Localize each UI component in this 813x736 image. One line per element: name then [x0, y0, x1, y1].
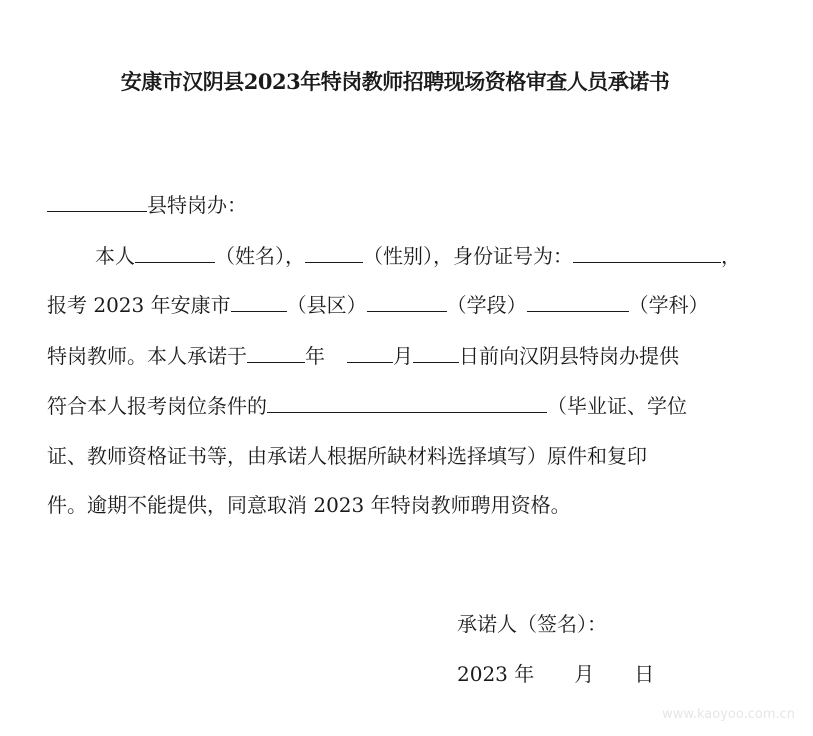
text-segment: （学段）: [446, 293, 527, 317]
text-segment: 年: [305, 344, 325, 368]
text-segment: 特岗教师。本人承诺于: [47, 344, 247, 368]
date-year: 2023 年: [457, 662, 535, 686]
document-title: 安康市汉阴县2023年特岗教师招聘现场资格审查人员承诺书: [120, 69, 670, 94]
text-segment: 月: [393, 344, 413, 368]
date-month: 月: [574, 662, 595, 686]
signature-date: [457, 658, 654, 687]
day-blank: [413, 342, 459, 363]
gender-blank: [305, 242, 363, 263]
text-segment: ，: [721, 244, 741, 268]
text-segment: （毕业证、学位: [547, 394, 687, 418]
subject-blank: [527, 291, 629, 312]
salutation-suffix: 县特岗办：: [147, 193, 247, 217]
paragraph-line-4: [47, 392, 687, 420]
id-number-blank: [573, 242, 721, 263]
paragraph-line-3: [47, 342, 679, 370]
text-segment: 本人: [95, 244, 135, 268]
paragraph-line-1: [95, 242, 741, 270]
watermark: www.kaoyoo.com.cn: [662, 707, 795, 722]
text-segment: （县区）: [286, 293, 367, 317]
text-segment: 符合本人报考岗位条件的: [47, 394, 267, 418]
text-segment: 报考 2023 年安康市: [47, 293, 231, 317]
paragraph-line-5: 证、教师资格证书等，由承诺人根据所缺材料选择填写）原件和复印: [47, 444, 647, 468]
signer-label: 承诺人（签名）：: [457, 612, 607, 636]
county-blank: [47, 191, 147, 212]
date-day: 日: [634, 662, 655, 686]
year-blank: [247, 342, 305, 363]
district-blank: [231, 291, 287, 312]
paragraph-line-2: [47, 291, 709, 319]
text-segment: （学科）: [628, 293, 709, 317]
salutation-line: [47, 191, 247, 219]
materials-blank: [267, 392, 547, 413]
paragraph-line-6: 件。逾期不能提供，同意取消 2023 年特岗教师聘用资格。: [47, 493, 571, 517]
stage-blank: [367, 291, 447, 312]
text-segment: （姓名），: [215, 244, 305, 268]
text-segment: （性别），身份证号为：: [363, 244, 573, 268]
text-segment: 日前向汉阴县特岗办提供: [459, 344, 679, 368]
month-blank: [347, 342, 393, 363]
name-blank: [135, 242, 215, 263]
